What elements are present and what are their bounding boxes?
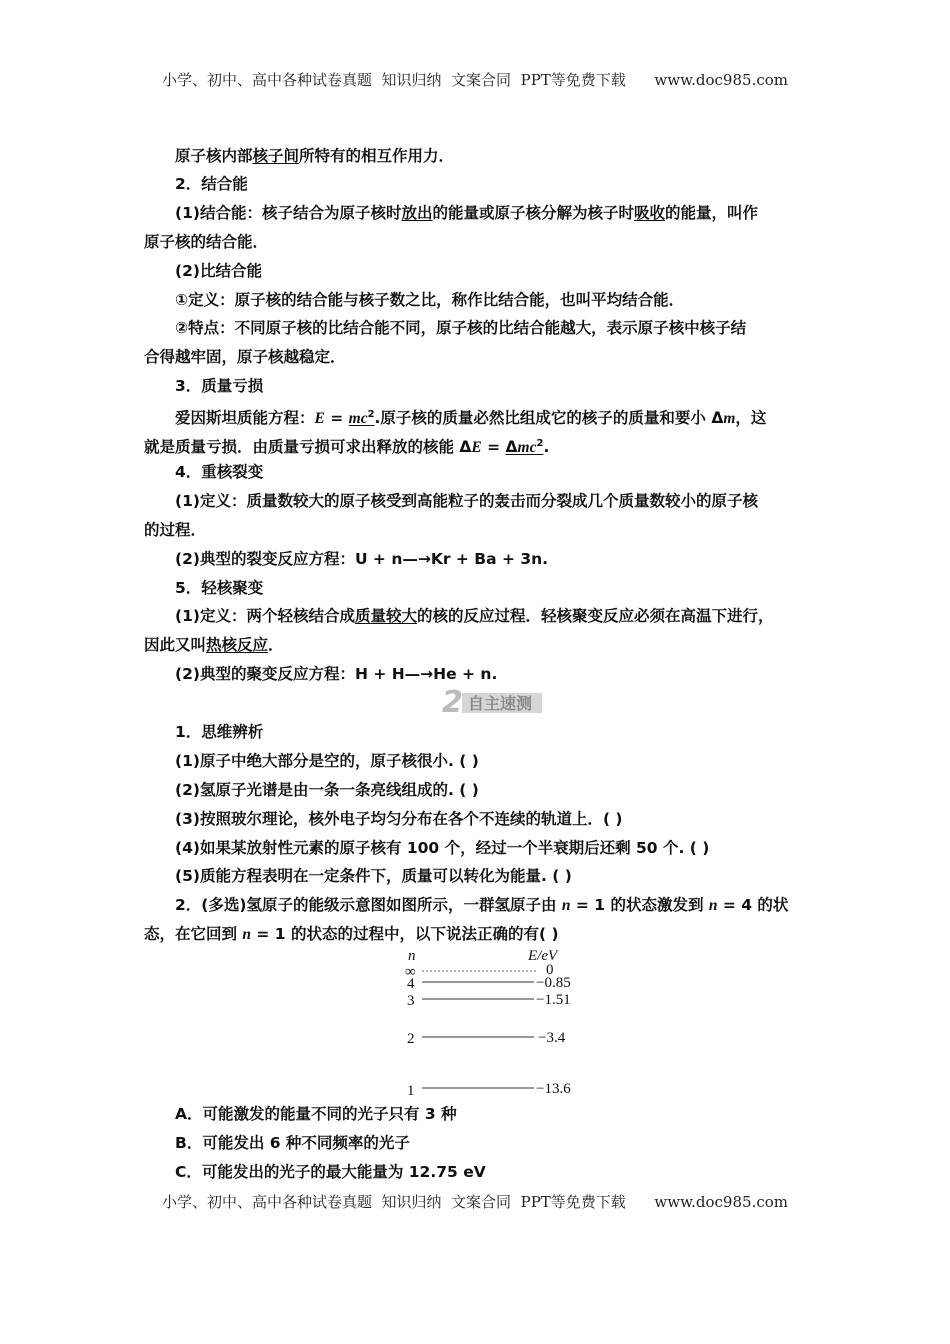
level-n-label: 2 bbox=[407, 1031, 415, 1047]
badge-title: 自主速测 bbox=[468, 694, 533, 713]
level-energy-label: −0.85 bbox=[536, 975, 571, 991]
energy-level-diagram bbox=[400, 946, 590, 1098]
heading-mass-defect: 3．质量亏损 bbox=[175, 377, 264, 395]
judgement-item: (4)如果某放射性元素的原子核有 100 个，经过一个半衰期后还剩 50 个. ( ) bbox=[175, 839, 710, 857]
level-n-label: 1 bbox=[407, 1083, 415, 1098]
text-line: 原子核的结合能． bbox=[144, 233, 269, 251]
judgement-item: (2)氢原子光谱是由一条一条亮线组成的. ( ) bbox=[175, 781, 479, 799]
text-line: (2)比结合能 bbox=[175, 262, 262, 280]
text-line: 因此又叫热核反应． bbox=[144, 636, 284, 654]
judgement-item: (1)原子中绝大部分是空的，原子核很小. ( ) bbox=[175, 752, 479, 770]
text-line: ②特点：不同原子核的比结合能不同，原子核的比结合能越大，表示原子核中核子结 bbox=[175, 319, 747, 337]
page-footer: 小学、初中、高中各种试卷真题 知识归纳 文案合同 PPT等免费下载 www.doc985.com bbox=[161, 1193, 788, 1211]
option-b: B．可能发出 6 种不同频率的光子 bbox=[175, 1134, 410, 1152]
level-n-label: ∞ bbox=[405, 964, 416, 980]
level-energy-label: −3.4 bbox=[538, 1030, 566, 1046]
question-2-stem: 2．(多选)氢原子的能级示意图如图所示，一群氢原子由 n = 1 的状态激发到 n = 4 的状 bbox=[175, 896, 789, 914]
text-line: 爱因斯坦质能方程：$E = mc^2$.原子核的质量必然比组成它的核子的质量和要小 Δm，这 bbox=[175, 409, 767, 428]
text-line: (2)典型的聚变反应方程：H + H—→He + n. bbox=[175, 665, 498, 683]
text-line: (1)结合能：核子结合为原子核时放出的能量或原子核分解为核子时吸收的能量，叫作 bbox=[175, 204, 759, 222]
heading-binding-energy: 2．结合能 bbox=[175, 175, 248, 193]
question-2-stem: 态，在它回到 n = 1 的状态的过程中，以下说法正确的有( ) bbox=[144, 925, 559, 943]
badge-number: 2 bbox=[442, 686, 463, 716]
text-line: 合得越牢固，原子核越稳定． bbox=[144, 348, 346, 366]
option-a: A．可能激发的能量不同的光子只有 3 种 bbox=[175, 1105, 457, 1123]
level-energy-label: −1.51 bbox=[536, 992, 571, 1008]
level-energy-label: 0 bbox=[546, 962, 554, 978]
level-n-label: 4 bbox=[407, 976, 415, 992]
text-line: 就是质量亏损．由质量亏损可求出释放的核能 ΔE = Δmc$^2$. bbox=[144, 438, 550, 457]
axis-label-energy: E/eV bbox=[528, 948, 558, 964]
level-energy-label: −13.6 bbox=[536, 1081, 571, 1097]
text-line: (1)定义：质量数较大的原子核受到高能粒子的轰击而分裂成几个质量数较小的原子核 bbox=[175, 492, 758, 510]
judgement-item: (5)质能方程表明在一定条件下，质量可以转化为能量. ( ) bbox=[175, 867, 572, 885]
text-line: (2)典型的裂变反应方程：U + n—→Kr + Ba + 3n. bbox=[175, 550, 549, 568]
text-line: 原子核内部核子间所特有的相互作用力． bbox=[175, 147, 455, 165]
axis-label-n: n bbox=[408, 948, 416, 964]
heading-fission: 4．重核裂变 bbox=[175, 463, 264, 481]
page-header: 小学、初中、高中各种试卷真题 知识归纳 文案合同 PPT等免费下载 www.doc985.com bbox=[161, 71, 788, 89]
text-line: 的过程． bbox=[144, 521, 207, 539]
judgement-item: (3)按照玻尔理论，核外电子均匀分布在各个不连续的轨道上．( ) bbox=[175, 810, 623, 828]
text-line: (1)定义：两个轻核结合成质量较大的核的反应过程．轻核聚变反应必须在高温下进行， bbox=[175, 607, 774, 625]
heading-q1: 1．思维辨析 bbox=[175, 723, 264, 741]
section-badge bbox=[440, 686, 544, 716]
level-n-label: 3 bbox=[407, 993, 415, 1009]
text-line: ①定义：原子核的结合能与核子数之比，称作比结合能，也叫平均结合能． bbox=[175, 291, 685, 309]
option-c: C．可能发出的光子的最大能量为 12.75 eV bbox=[175, 1163, 486, 1181]
heading-fusion: 5．轻核聚变 bbox=[175, 579, 264, 597]
